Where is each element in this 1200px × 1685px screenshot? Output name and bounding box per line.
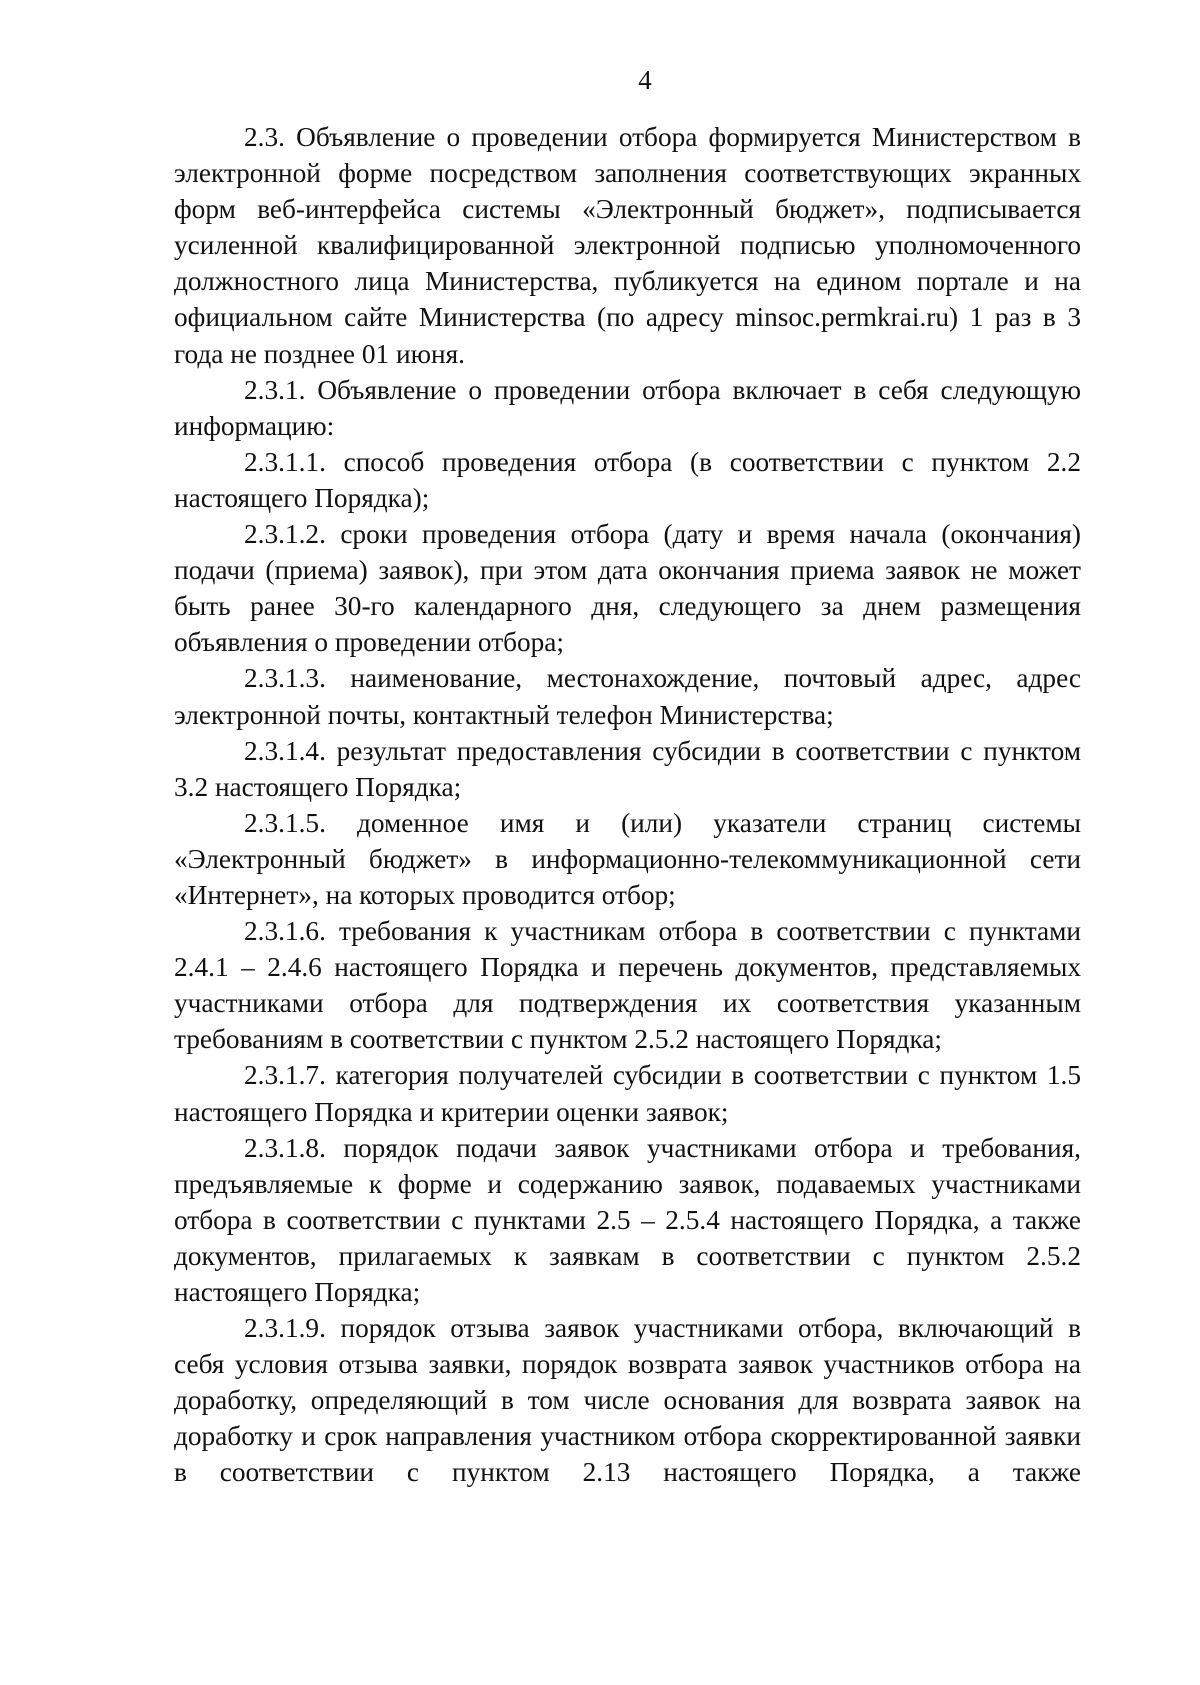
paragraph-2-3-1-6: 2.3.1.6. требования к участникам отбора в соответствии с пунктами 2.4.1 – 2.4.6 настоящего Порядка и перечень документов, представляемых участниками отбора для подтверждения их соответствия указанным требованиям в соответствии с пунктом 2.5.2 настоящего Порядка; xyxy=(174,916,1081,1055)
paragraph-2-3-1: 2.3.1. Объявление о проведении отбора включает в себя следующую информацию: xyxy=(174,374,1081,441)
paragraph-2-3-1-8: 2.3.1.8. порядок подачи заявок участниками отбора и требования, предъявляемые к форме и содержанию заявок, подаваемых участниками отбора в соответствии с пунктами 2.5 – 2.5.4 настоящего Порядка, а также документов, прилагаемых к заявкам в соответствии с пунктом 2.5.2 настоящего Порядка; xyxy=(174,1132,1081,1307)
paragraph-2-3: 2.3. Объявление о проведении отбора формируется Министерством в электронной форме посредством заполнения соответствующих экранных форм веб-интерфейса системы «Электронный бюджет», подписывается усиленной квалифицированной электронной подписью уполномоченного должностного лица Министерства, публикуется на едином портале и на официальном сайте Министерства (по адресу minsoc.permkrai.ru) 1 раз в 3 года не позднее 01 июня. xyxy=(174,122,1081,369)
document-body xyxy=(174,119,1081,1491)
paragraph-2-3-1-4: 2.3.1.4. результат предоставления субсидии в соответствии с пунктом 3.2 настоящего Порядка; xyxy=(174,735,1081,802)
paragraph-2-3-1-2: 2.3.1.2. сроки проведения отбора (дату и время начала (окончания) подачи (приема) заявок), при этом дата окончания приема заявок не может быть ранее 30-го календарного дня, следующего за днем размещения объявления о проведении отбора; xyxy=(174,519,1081,658)
paragraph-2-3-1-3: 2.3.1.3. наименование, местонахождение, почтовый адрес, адрес электронной почты, контактный телефон Министерства; xyxy=(174,663,1081,730)
paragraph-2-3-1-5: 2.3.1.5. доменное имя и (или) указатели страниц системы «Электронный бюджет» в информационно-телекоммуникационной сети «Интернет», на которых проводится отбор; xyxy=(174,807,1081,910)
paragraph-2-3-1-7: 2.3.1.7. категория получателей субсидии в соответствии с пунктом 1.5 настоящего Порядка и критерии оценки заявок; xyxy=(174,1060,1081,1127)
paragraph-2-3-1-1: 2.3.1.1. способ проведения отбора (в соответствии с пунктом 2.2 настоящего Порядка); xyxy=(174,446,1081,513)
paragraph-2-3-1-9: 2.3.1.9. порядок отзыва заявок участниками отбора, включающий в себя условия отзыва заявки, порядок возврата заявок участников отбора на доработку, определяющий в том числе основания для возврата заявок на доработку и срок направления участником отбора скорректированной заявки в соответствии с пунктом 2.13 настоящего Порядка, а также xyxy=(174,1313,1081,1488)
page-number: 4 xyxy=(638,65,652,95)
